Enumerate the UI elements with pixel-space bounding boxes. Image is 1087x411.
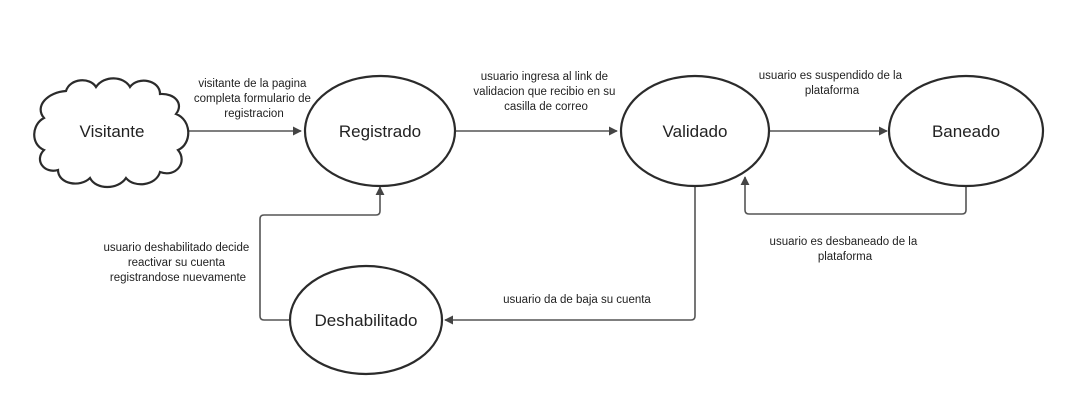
edge-label-line: plataforma xyxy=(804,85,860,97)
edge-label-line: casilla de correo xyxy=(504,101,588,113)
edge-label-line: validacion que recibio en su xyxy=(473,86,616,98)
node-label-registrado: Registrado xyxy=(338,122,422,141)
node-deshabilitado[interactable] xyxy=(290,266,442,374)
edge-label-line: completa formulario de xyxy=(193,93,311,105)
edge-label-line: registracion xyxy=(224,108,284,120)
edge-label-line: plataforma xyxy=(817,251,873,263)
edge-label-registrado-validado xyxy=(473,71,618,113)
node-visitante[interactable] xyxy=(34,78,188,187)
edge-label-line: usuario deshabilitado decide xyxy=(103,242,250,254)
edge-label-line: usuario ingresa al link de xyxy=(480,71,609,83)
node-label-deshabilitado: Deshabilitado xyxy=(314,311,418,330)
edge-label-deshabilitado-registrado xyxy=(104,242,253,284)
node-registrado[interactable] xyxy=(305,76,455,186)
edge-label-line: usuario es suspendido de la xyxy=(758,70,903,82)
edge-label-line: usuario es desbaneado de la xyxy=(769,236,918,248)
edge-label-line: reactivar su cuenta xyxy=(127,257,225,269)
edge-label-line: visitante de la pagina xyxy=(198,78,307,90)
node-baneado[interactable] xyxy=(889,76,1043,186)
node-label-visitante: Visitante xyxy=(79,122,145,141)
edge-label-line: registrandose nuevamente xyxy=(109,272,247,284)
edge-label-visitante-registrado xyxy=(194,78,314,120)
edge-label-validado-deshabilitado xyxy=(503,294,651,306)
node-validado[interactable] xyxy=(621,76,769,186)
node-label-baneado: Baneado xyxy=(931,122,1001,141)
edge-label-line: usuario da de baja su cuenta xyxy=(503,294,651,306)
edge-label-baneado-validado xyxy=(770,236,921,263)
edge-label-validado-baneado xyxy=(759,70,905,97)
edge-baneado-validado xyxy=(745,177,966,214)
node-label-validado: Validado xyxy=(662,122,728,141)
